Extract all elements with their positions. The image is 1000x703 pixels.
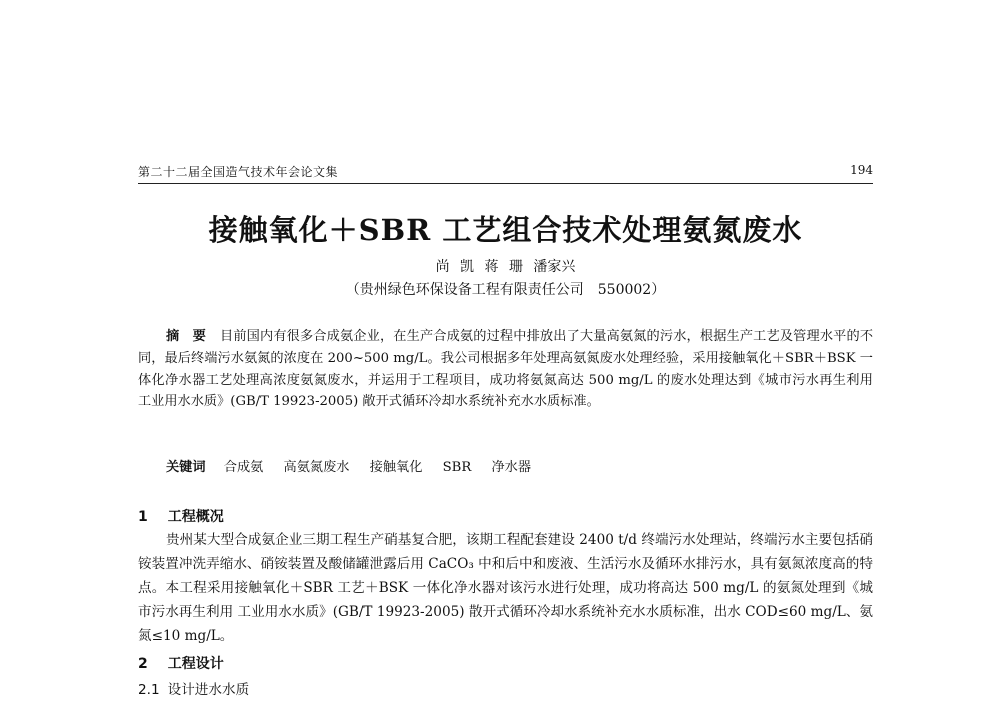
section-1-paragraph	[138, 528, 873, 648]
proceedings-title: 第二十二届全国造气技术年会论文集	[138, 165, 339, 179]
keyword: 净水器	[491, 460, 532, 475]
subsection-heading-2-1	[138, 678, 249, 698]
keyword: 合成氨	[223, 460, 264, 475]
page-number: 194	[850, 163, 873, 177]
section-number: 2	[138, 656, 148, 672]
abstract-label: 摘 要	[166, 329, 206, 344]
affiliation: （贵州绿色环保设备工程有限责任公司 550002）	[345, 282, 666, 298]
subsection-number: 2.1	[138, 682, 160, 698]
section-number: 1	[138, 509, 148, 525]
section-heading-2	[138, 653, 224, 673]
section-title: 工程概况	[167, 509, 224, 525]
keywords-label: 关键词	[166, 460, 206, 475]
authors: 尚 凯 蒋 珊 潘家兴	[435, 259, 576, 275]
abstract	[138, 326, 873, 413]
subsection-title: 设计进水水质	[167, 682, 250, 698]
paper-title: 接触氧化＋SBR 工艺组合技术处理氨氮废水	[208, 213, 803, 247]
abstract-text: 目前国内有很多合成氨企业，在生产合成氨的过程中排放出了大量高氨氮的污水，根据生产工艺及管理水平的不同，最后终端污水氨氮的浓度在 200~500 mg/L。我公司根据多年处理高氨氮废水处理经验，采用接触氧化＋SBR＋BSK 一体化净水器工艺处理高浓度氨氮废水，并运用于工程项目，成功将氨氮高达 500 mg/L 的废水处理达到《城市污水再生利用 工业用水水质》(GB/T 19923-2005) 敞开式循环冷却水系统补充水水质标准。	[138, 329, 874, 410]
section-heading-1	[138, 506, 224, 526]
keyword: 接触氧化	[369, 460, 423, 475]
running-head	[138, 163, 873, 184]
keyword: SBR	[442, 460, 472, 475]
paragraph-text: 贵州某大型合成氨企业三期工程生产硝基复合肥，该期工程配套建设 2400 t/d 终端污水处理站，终端污水主要包括硝铵装置冲洗弄缩水、硝铵装置及酸储罐泄露后用 CaCO₃ 中和后中和废液、生活污水及循环水排污水，具有氨氮浓度高的特点。本工程采用接触氧化＋SBR 工艺＋BSK 一体化净水器对该污水进行处理，成功将高达 500 mg/L 的氨氮处理到《城市污水再生利用 工业用水水质》(GB/T 19923-2005) 散开式循环冷却水系统补充水水质标准，出水 COD≤60 mg/L、氨氮≤10 mg/L。	[138, 532, 873, 644]
section-title: 工程设计	[167, 656, 224, 672]
keywords	[166, 456, 873, 475]
keyword: 高氨氮废水	[283, 460, 350, 475]
